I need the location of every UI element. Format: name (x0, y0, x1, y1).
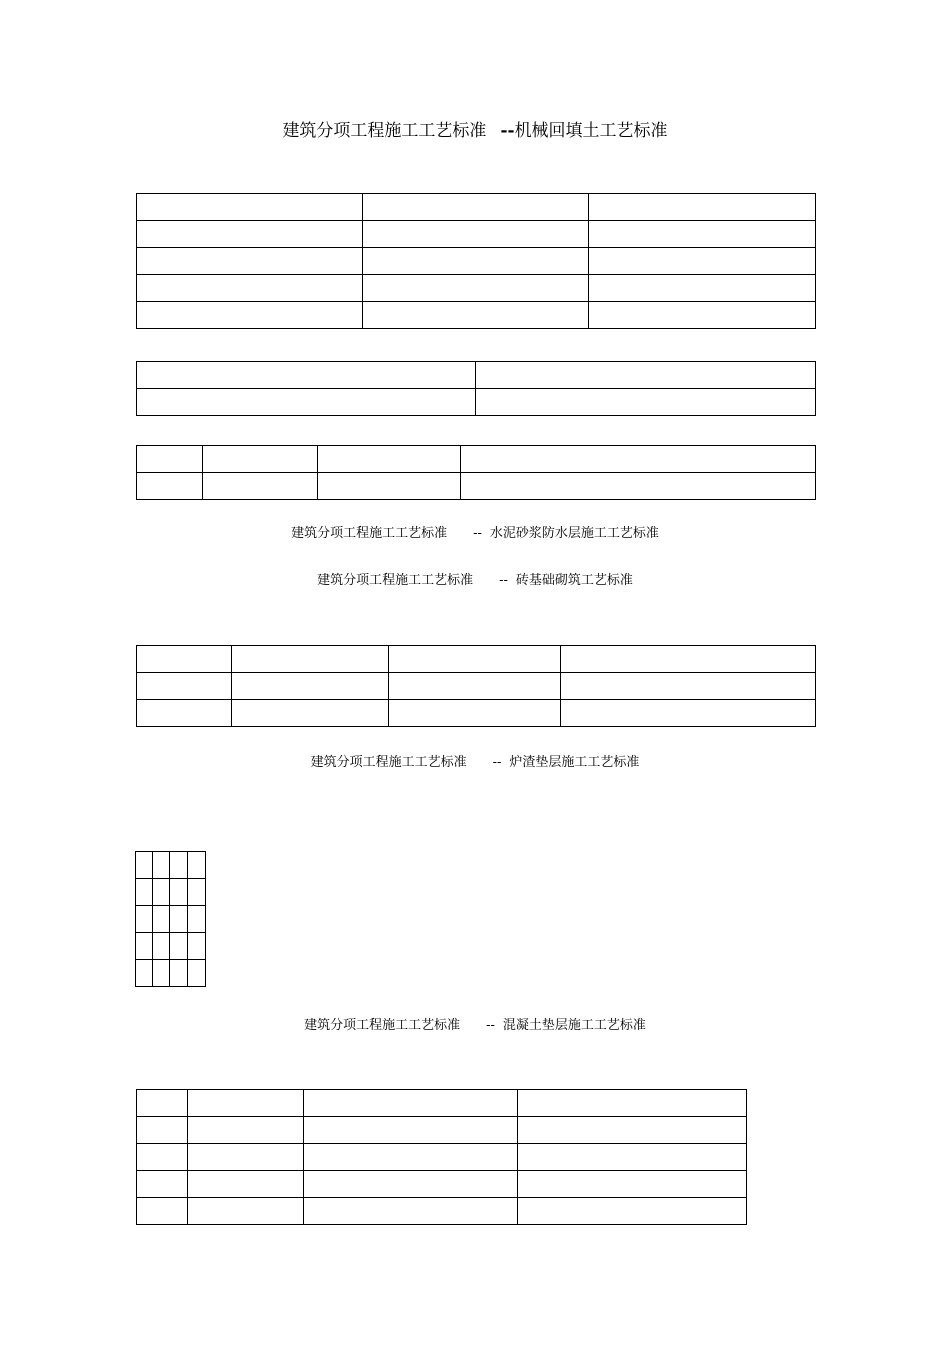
table-cell (318, 473, 461, 500)
table-cell (137, 673, 232, 700)
heading-suffix: 炉渣垫层施工工艺标准 (509, 755, 640, 770)
table-cell (188, 1144, 304, 1171)
table-row (137, 700, 816, 727)
table-row (137, 1171, 747, 1198)
heading-separator: -- (492, 755, 502, 770)
table-cell (137, 248, 363, 275)
table-cell (136, 933, 153, 960)
table-row (137, 1117, 747, 1144)
table-row (137, 673, 816, 700)
table-cell (304, 1117, 518, 1144)
table-cell (304, 1090, 518, 1117)
table-cell (170, 933, 188, 960)
table-1 (136, 193, 816, 329)
table-cell (188, 1117, 304, 1144)
table-cell (561, 673, 816, 700)
table-cell (170, 960, 188, 987)
table-row (137, 221, 816, 248)
table-cell (137, 646, 232, 673)
table-cell (389, 700, 561, 727)
table-cell (137, 473, 203, 500)
table-cell (589, 275, 816, 302)
table-cell (188, 852, 206, 879)
table-cell (170, 852, 188, 879)
table-cell (389, 646, 561, 673)
table-row (137, 646, 816, 673)
table-cell (476, 389, 816, 416)
table-cell (363, 302, 589, 329)
table-cell (137, 221, 363, 248)
table-cell (304, 1144, 518, 1171)
table-cell (589, 194, 816, 221)
table-cell (518, 1144, 747, 1171)
table-row (136, 906, 206, 933)
table-row (137, 389, 816, 416)
table-cell (518, 1171, 747, 1198)
table-cell (188, 879, 206, 906)
table-cell (304, 1198, 518, 1225)
table-cell (153, 933, 170, 960)
table-5 (135, 851, 206, 987)
table-cell (137, 362, 476, 389)
heading-separator: -- (500, 121, 515, 141)
table-cell (137, 1090, 188, 1117)
heading-prefix: 建筑分项工程施工工艺标准 (291, 526, 448, 541)
heading-separator: -- (473, 526, 482, 541)
table-row (136, 852, 206, 879)
heading-suffix: 水泥砂浆防水层施工工艺标准 (489, 526, 659, 541)
table-cell (518, 1090, 747, 1117)
table-3 (136, 445, 816, 500)
heading-brick-foundation (0, 572, 950, 590)
table-cell (136, 960, 153, 987)
heading-prefix: 建筑分项工程施工工艺标准 (310, 755, 467, 770)
table-6 (136, 1089, 747, 1225)
table-row (137, 473, 816, 500)
table-row (137, 1144, 747, 1171)
table-cell (137, 194, 363, 221)
table-cell (137, 446, 203, 473)
table-cell (188, 1171, 304, 1198)
table-cell (153, 879, 170, 906)
table-cell (170, 879, 188, 906)
table-cell (589, 221, 816, 248)
heading-separator: -- (499, 573, 508, 588)
heading-mortar-waterproofing (0, 525, 950, 543)
table-cell (137, 700, 232, 727)
table-row (136, 879, 206, 906)
table-cell (188, 906, 206, 933)
heading-prefix: 建筑分项工程施工工艺标准 (317, 573, 474, 588)
table-cell (518, 1198, 747, 1225)
table-cell (232, 646, 389, 673)
table-cell (188, 933, 206, 960)
table-cell (153, 960, 170, 987)
table-cell (518, 1117, 747, 1144)
table-row (137, 275, 816, 302)
table-cell (318, 446, 461, 473)
table-cell (589, 302, 816, 329)
heading-suffix: 机械回填土工艺标准 (514, 121, 668, 141)
table-cell (136, 852, 153, 879)
table-row (137, 446, 816, 473)
table-cell (188, 1198, 304, 1225)
table-row (137, 1090, 747, 1117)
table-2 (136, 361, 816, 416)
heading-suffix: 砖基础砌筑工艺标准 (515, 573, 633, 588)
table-row (137, 194, 816, 221)
table-cell (137, 1117, 188, 1144)
table-cell (137, 389, 476, 416)
heading-suffix: 混凝土垫层施工工艺标准 (502, 1018, 646, 1033)
table-cell (137, 275, 363, 302)
table-cell (363, 221, 589, 248)
table-cell (389, 673, 561, 700)
table-cell (137, 1144, 188, 1171)
table-row (137, 1198, 747, 1225)
table-4 (136, 645, 816, 727)
table-cell (137, 1171, 188, 1198)
table-cell (153, 906, 170, 933)
table-cell (136, 906, 153, 933)
table-cell (363, 194, 589, 221)
table-cell (476, 362, 816, 389)
table-row (137, 248, 816, 275)
table-cell (153, 852, 170, 879)
table-cell (363, 248, 589, 275)
table-row (136, 960, 206, 987)
table-cell (188, 1090, 304, 1117)
table-cell (363, 275, 589, 302)
heading-prefix: 建筑分项工程施工工艺标准 (304, 1018, 461, 1033)
table-cell (170, 906, 188, 933)
table-cell (461, 446, 816, 473)
table-cell (203, 473, 318, 500)
table-cell (203, 446, 318, 473)
table-cell (232, 673, 389, 700)
table-cell (561, 646, 816, 673)
table-row (137, 302, 816, 329)
table-cell (561, 700, 816, 727)
table-cell (188, 960, 206, 987)
table-cell (137, 302, 363, 329)
heading-concrete-cushion (0, 1017, 950, 1035)
table-cell (304, 1171, 518, 1198)
table-cell (589, 248, 816, 275)
table-row (136, 933, 206, 960)
heading-prefix: 建筑分项工程施工工艺标准 (282, 121, 487, 141)
table-cell (461, 473, 816, 500)
heading-separator: -- (486, 1018, 495, 1033)
table-row (137, 362, 816, 389)
heading-slag-cushion (0, 754, 950, 772)
table-cell (137, 1198, 188, 1225)
heading-mechanical-backfill (0, 120, 950, 142)
table-cell (232, 700, 389, 727)
table-cell (136, 879, 153, 906)
